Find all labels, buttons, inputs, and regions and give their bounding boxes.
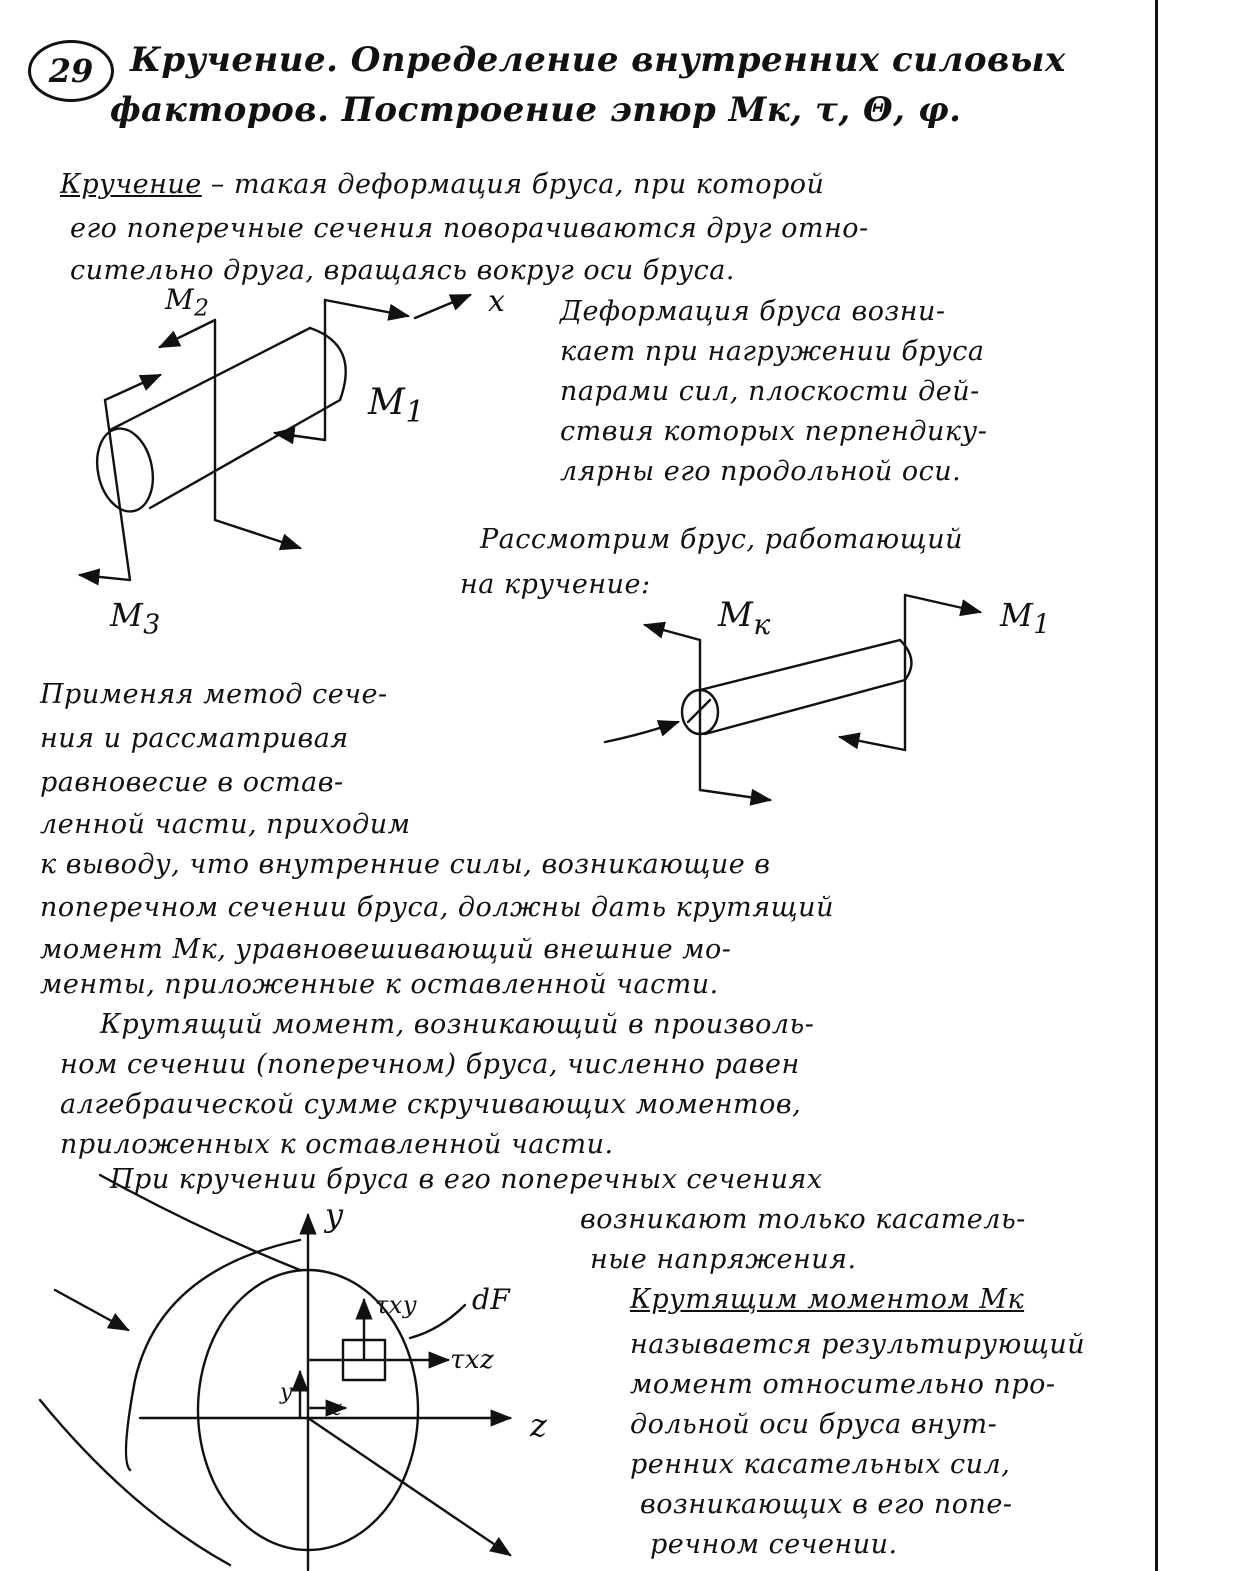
z-small-label: z — [330, 1396, 343, 1421]
deformation-line: Деформация бруса возни- — [560, 296, 946, 327]
definition-line2: его поперечные сечения поворачиваются друг отно- — [70, 213, 869, 244]
torque-definition-line: возникающих в его попе- — [640, 1489, 1013, 1520]
m1-symbol: M — [368, 382, 406, 423]
m2-subscript: 2 — [194, 293, 210, 322]
torque-definition-line: ренних касательных сил, — [630, 1449, 1011, 1480]
torque-definition-line: речном сечении. — [650, 1529, 898, 1560]
cross-section-circle — [40, 1175, 418, 1565]
consider-line: на кручение: — [460, 569, 651, 600]
x-axis-label: x — [488, 284, 506, 319]
stress-line: возникают только касатель- — [580, 1204, 1026, 1235]
page-title-line1: Кручение. Определение внутренних силовых — [130, 40, 1066, 80]
stress-line: При кручении бруса в его поперечных сечениях — [110, 1164, 823, 1195]
m3-symbol: M — [110, 596, 144, 634]
torque-sum-line: Крутящий момент, возникающий в произволь- — [100, 1009, 815, 1040]
tau-xy-label: τxy — [375, 1291, 417, 1319]
consider-line: Рассмотрим брус, работающий — [480, 524, 963, 555]
m1-right-symbol: M — [1000, 596, 1034, 634]
deformation-line: ствия которых перпендику- — [560, 416, 988, 447]
section-method-line: равновесие в остав- — [40, 767, 344, 798]
torque-definition-term: Крутящим моментом Mк — [630, 1284, 1025, 1315]
z-axis-label: z — [530, 1406, 548, 1444]
section-method-line: Применяя метод сече- — [40, 679, 388, 710]
section-method-line: ния и рассматривая — [40, 723, 349, 754]
definition-text: – такая деформация бруса, при которой — [201, 169, 825, 200]
x-axis-arrow-section — [308, 1418, 510, 1555]
deformation-line: кает при нагружении бруса — [560, 336, 985, 367]
mk-symbol: M — [718, 595, 754, 635]
torque-definition-line: дольной оси бруса внут- — [630, 1409, 998, 1440]
m2-symbol: M — [165, 283, 195, 316]
section-method-line: менты, приложенные к оставленной части. — [40, 969, 719, 1000]
tau-xz-label: τxz — [450, 1345, 495, 1375]
m1-right-subscript: 1 — [1033, 609, 1051, 641]
deformation-line: парами сил, плоскости дей- — [560, 376, 980, 407]
mk-subscript: к — [753, 607, 771, 641]
definition-line3: сительно друга, вращаясь вокруг оси бруса. — [70, 255, 735, 286]
section-method-line: к выводу, что внутренние силы, возникающие в — [40, 849, 771, 880]
load-arrow — [55, 1290, 128, 1330]
m1-subscript: 1 — [405, 395, 425, 431]
section-method-line: ленной части, приходим — [40, 809, 411, 840]
section-method-line: поперечном сечении бруса, должны дать крутящий — [40, 892, 834, 923]
torque-definition-line: называется результирующий — [630, 1329, 1086, 1360]
stress-line: ные напряжения. — [590, 1244, 857, 1275]
question-number: 29 — [48, 52, 94, 90]
dF-leader — [410, 1305, 465, 1338]
y-axis-label: y — [325, 1196, 344, 1234]
deformation-line: лярны его продольной оси. — [560, 456, 962, 487]
torque-sum-line: ном сечении (поперечном) бруса, численно равен — [60, 1049, 800, 1080]
torque-sum-line: алгебраической сумме скручивающих моментов, — [60, 1089, 802, 1120]
section-method-line: момент Mк, уравновешивающий внешние мо- — [40, 934, 732, 965]
torque-sum-line: приложенных к оставленной части. — [60, 1129, 614, 1160]
dF-label: dF — [472, 1283, 511, 1316]
definition-term: Кручение — [60, 169, 202, 200]
m3-subscript: 3 — [143, 609, 161, 641]
y-small-label: y — [280, 1380, 293, 1405]
page-title-line2: факторов. Построение эпюр Mк, τ, Θ, φ. — [110, 90, 962, 130]
torque-definition-line: момент относительно про- — [630, 1369, 1056, 1400]
